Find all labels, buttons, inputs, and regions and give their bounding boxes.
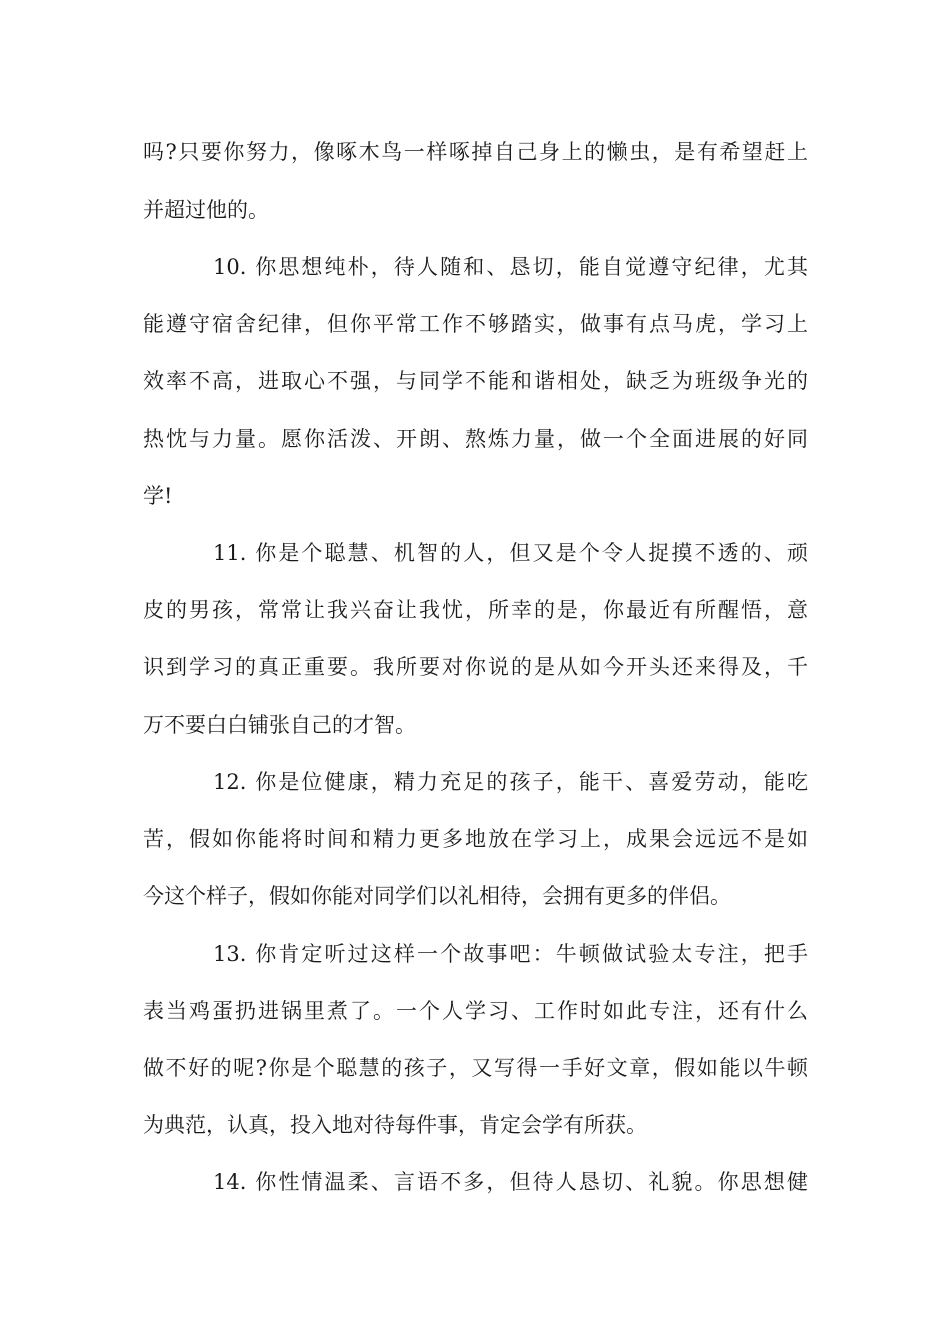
text-line: 效率不高，进取心不强，与同学不能和谐相处，缺乏为班级争光的 — [143, 369, 808, 393]
text-line: 万不要白白铺张自己的才智。 — [143, 713, 416, 737]
text-line: 学! — [143, 484, 173, 508]
text-line: 热忱与力量。愿你活泼、开朗、熬炼力量，做一个全面进展的好同 — [143, 427, 808, 451]
paragraph-11-start: 11. 你是个聪慧、机智的人，但又是个令人捉摸不透的、顽 — [213, 541, 808, 565]
text-line: 今这个样子，假如你能对同学们以礼相待，会拥有更多的伴侣。 — [143, 884, 731, 908]
paragraph-12-start: 12. 你是位健康，精力充足的孩子，能干、喜爱劳动，能吃 — [213, 770, 808, 794]
text-line: 表当鸡蛋扔进锅里煮了。一个人学习、工作时如此专注，还有什么 — [143, 999, 808, 1023]
text-line: 做不好的呢?你是个聪慧的孩子，又写得一手好文章，假如能以牛顿 — [143, 1056, 808, 1080]
text-line: 为典范，认真，投入地对待每件事，肯定会学有所获。 — [143, 1113, 647, 1137]
text-line: 皮的男孩，常常让我兴奋让我忧，所幸的是，你最近有所醒悟，意 — [143, 598, 808, 622]
text-line: 识到学习的真正重要。我所要对你说的是从如今开头还来得及，千 — [143, 655, 808, 679]
paragraph-13-start: 13. 你肯定听过这样一个故事吧：牛顿做试验太专注，把手 — [213, 942, 808, 966]
text-line: 吗?只要你努力，像啄木鸟一样啄掉自己身上的懒虫，是有希望赶上 — [143, 140, 808, 164]
text-line: 苦，假如你能将时间和精力更多地放在学习上，成果会远远不是如 — [143, 827, 808, 851]
text-line: 并超过他的。 — [143, 198, 269, 222]
paragraph-10-start: 10. 你思想纯朴，待人随和、恳切，能自觉遵守纪律，尤其 — [213, 255, 808, 279]
text-line: 能遵守宿舍纪律，但你平常工作不够踏实，做事有点马虎，学习上 — [143, 312, 808, 336]
paragraph-14-start: 14. 你性情温柔、言语不多，但待人恳切、礼貌。你思想健 — [213, 1170, 808, 1194]
